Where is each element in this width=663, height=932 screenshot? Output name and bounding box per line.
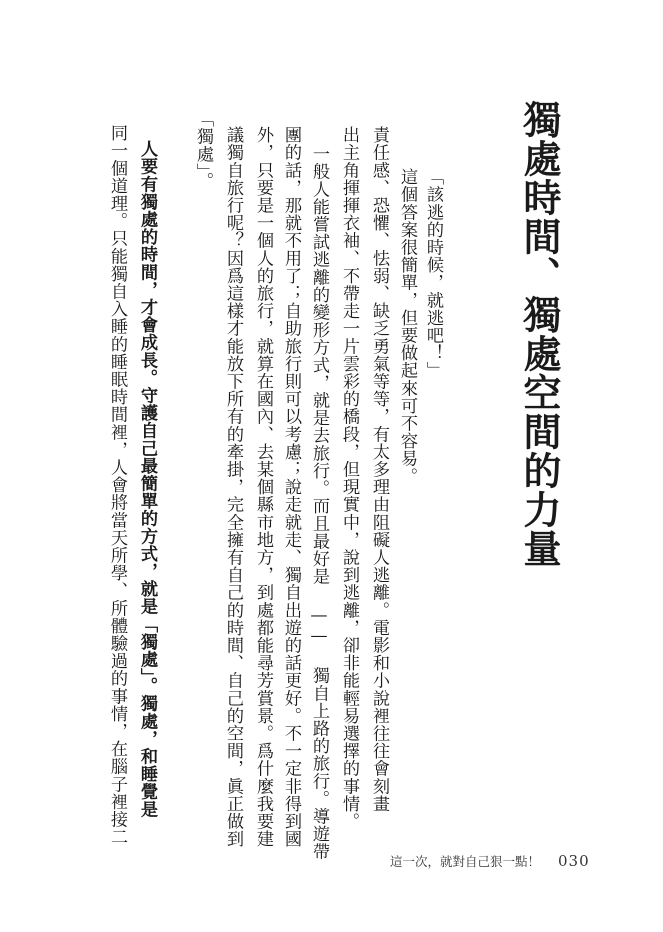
body-line-1: 「該逃的時候，就逃吧！」 (423, 168, 443, 380)
body-line-4: 出主角揮揮衣袖、不帶走一片雲彩的橋段，但現實中，說到逃離，卻非能輕易選擇的事情。 (339, 126, 359, 830)
page-number: 030 (558, 852, 590, 870)
footer-book-title: 這一次，就對自己狠一點！ (390, 854, 541, 869)
body-line-7: 外，只要是一個人的旅行，就算在國內、去某個縣市地方，到處都能尋芳賞景。爲什麼我要建 (253, 126, 273, 848)
page-footer (390, 852, 590, 870)
body-line-8: 議獨自旅行呢？因爲這樣才能放下所有的牽掛，完全擁有自己的時間、自己的空間，眞正做到 (223, 126, 243, 848)
body-line-10: 人要有獨處的時間，才會成長。守護自己最簡單的方式，就是「獨處」。獨處，和睡覺是 (137, 140, 157, 818)
body-line-3: 責任感、恐懼、怯弱、缺乏勇氣等等，有太多理由阻礙人逃離。電影和小說裡往往會刻畫 (369, 126, 389, 813)
chapter-title: 獨處時間、獨處空間的力量 (517, 100, 562, 568)
body-line-5: 一般人能嘗試逃離的變形方式，就是去旅行。而且最好是 —— 獨自上路的旅行。導遊帶 (309, 145, 329, 861)
body-line-6: 團的話，那就不用了；自助旅行則可以考慮；說走就走、獨自出遊的話更好。不一定非得到國 (281, 126, 301, 848)
body-line-9: 「獨處」。 (193, 110, 213, 190)
body-line-11: 同一個道理。只能獨自入睡的睡眠時間裡，人會將當天所學、所體驗過的事情，在腦子裡接二 (107, 124, 127, 846)
body-line-2: 這個答案很簡單，但要做起來可不容易。 (397, 168, 417, 485)
